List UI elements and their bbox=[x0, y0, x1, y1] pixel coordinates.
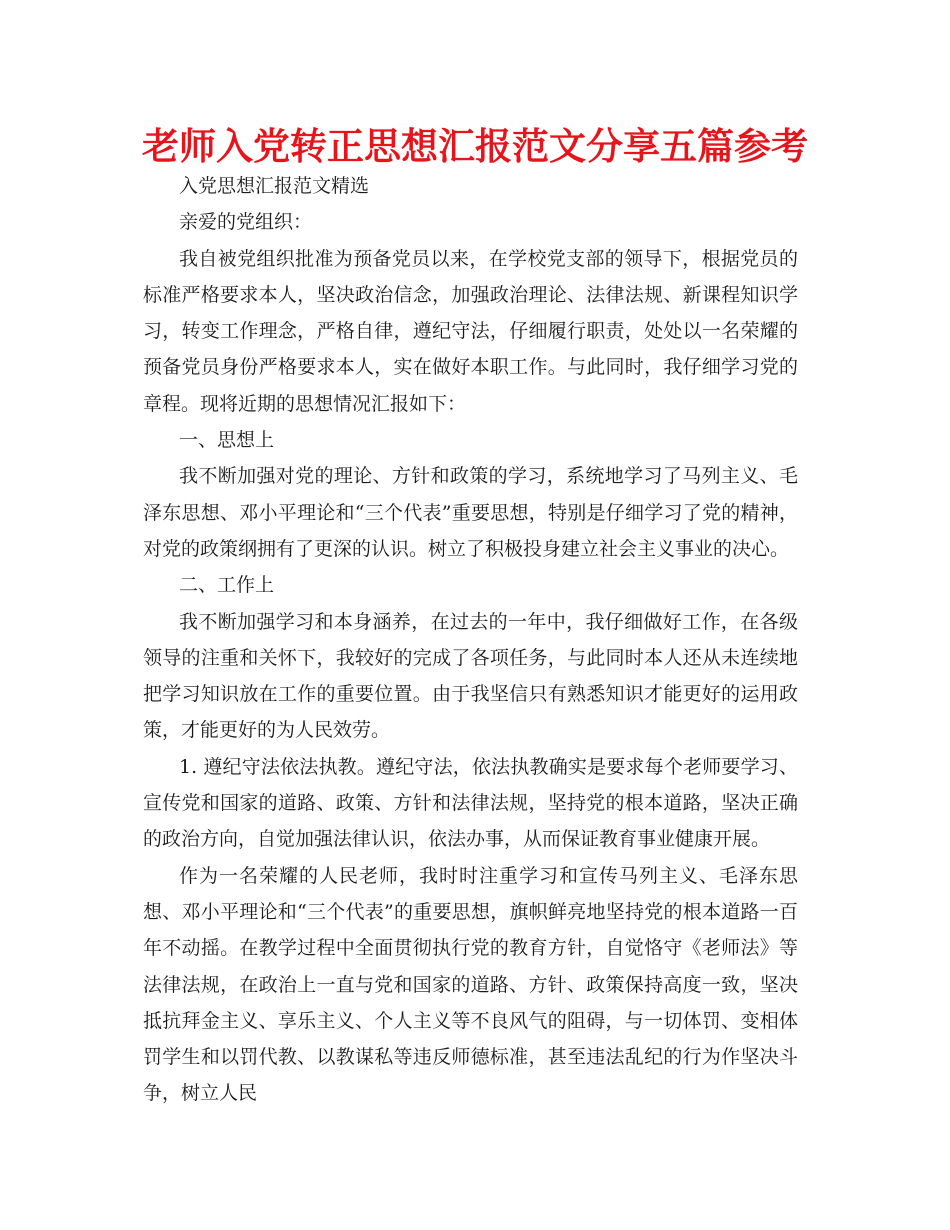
paragraph-thought: 我不断加强对党的理论、方针和政策的学习，系统地学习了马列主义、毛泽东思想、邓小平理论和“三个代表”重要思想，特别是仔细学习了党的精神，对党的政策纲拥有了更深的认识。树立了积极投身建立社会主义事业的决心。 bbox=[143, 465, 798, 560]
paragraph-salutation: 亲爱的党组织： bbox=[179, 211, 313, 234]
section-heading-thought: 一、思想上 bbox=[179, 429, 275, 452]
paragraph-subtitle: 入党思想汇报范文精选 bbox=[179, 175, 370, 197]
paragraph-intro: 我自被党组织批准为预备党员以来，在学校党支部的领导下，根据党员的标准严格要求本人，坚决政治信念，加强政治理论、法律法规、新课程知识学习，转变工作理念，严格自律，遵纪守法，仔细履行职责，处处以一名荣耀的预备党员身份严格要求本人，实在做好本职工作。与此同时，我仔细学习党的章程。现将近期的思想情况汇报如下： bbox=[143, 247, 798, 415]
section-heading-work: 二、工作上 bbox=[179, 574, 275, 597]
paragraph-work: 我不断加强学习和本身涵养，在过去的一年中，我仔细做好工作，在各级领导的注重和关怀下，我较好的完成了各项任务，与此同时本人还从未连续地把学习知识放在工作的重要位置。由于我坚信只有熟悉知识才能更好的运用政策，才能更好的为人民效劳。 bbox=[143, 610, 798, 742]
document-body bbox=[143, 168, 798, 1112]
paragraph-teacher: 作为一名荣耀的人民老师，我时时注重学习和宣传马列主义、毛泽东思想、邓小平理论和“三个代表”的重要思想，旗帜鲜亮地坚持党的根本道路一百年不动摇。在教学过程中全面贯彻执行党的教育方针，自觉恪守《老师法》等法律法规，在政治上一直与党和国家的道路、方针、政策保持高度一致，坚决抵抗拜金主义、享乐主义、个人主义等不良风气的阻碍，与一切体罚、变相体罚学生和以罚代教、以教谋私等违反师德标准，甚至违法乱纪的行为作坚决斗争，树立人民 bbox=[143, 864, 798, 1105]
document-title: 老师入党转正思想汇报范文分享五篇参考 bbox=[142, 125, 808, 168]
paragraph-law: 1. 遵纪守法依法执教。遵纪守法，依法执教确实是要求每个老师要学习、宣传党和国家的道路、政策、方针和法律法规，坚持党的根本道路，坚决正确的政治方向，自觉加强法律认识，依法办事，从而保证教育事业健康开展。 bbox=[143, 755, 798, 851]
